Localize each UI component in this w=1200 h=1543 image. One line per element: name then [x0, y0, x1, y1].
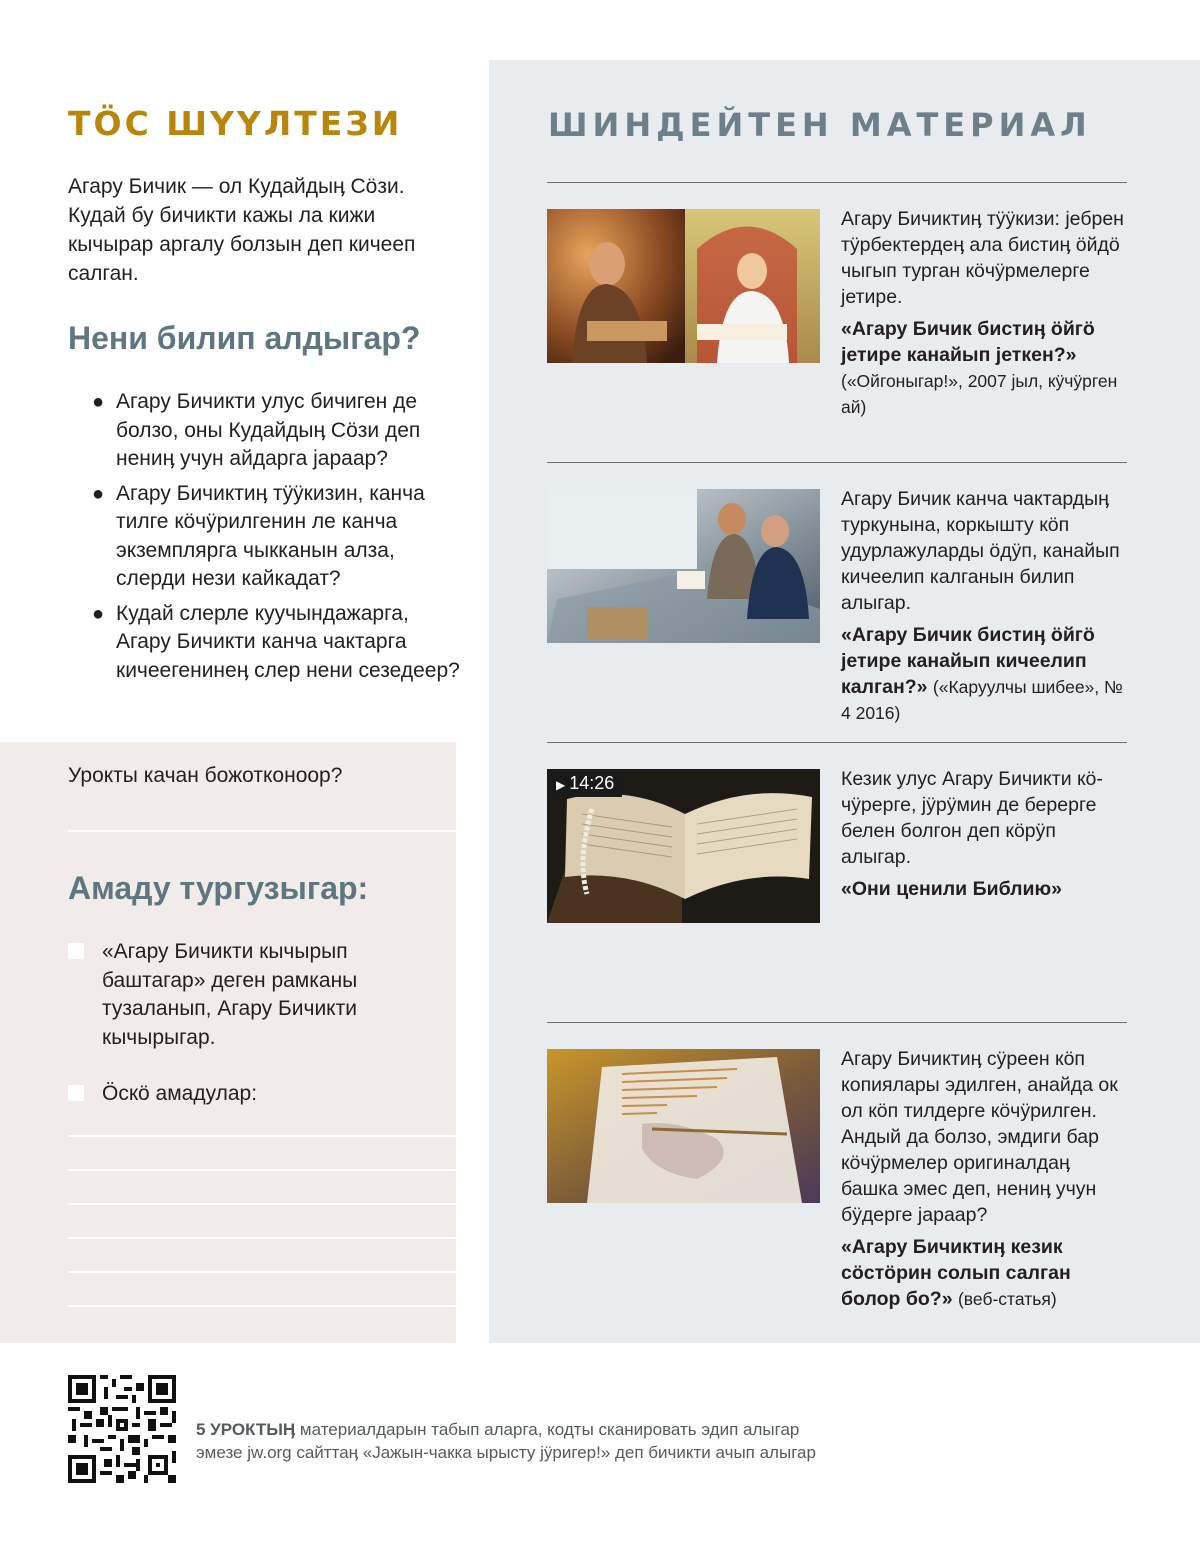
divider	[547, 182, 1127, 183]
entry-description: Агару Бичиктиӊ сӱреен кӧп копиялары эдилген, анайда ок ол кӧп тилдерге кӧчӱрилген. Андый да болзо, эмдиги бар кӧчӱрмелер оригиналдаӊ башка эмес деп, нениӊ учун бӱдерге јараар?	[841, 1048, 1118, 1226]
explore-entry-1	[841, 206, 1131, 420]
goal-text: Ӧскӧ амадулар:	[102, 1082, 258, 1105]
explore-entry-3	[841, 766, 1131, 902]
main-point-title: ТӦС ШҮҮЛТЕЗИ	[68, 104, 403, 143]
divider	[547, 462, 1127, 463]
entry-description: Агару Бичиктиӊ тӱӱкизи: јебрен тӱрбектердеӊ ала бистиӊ ӧйдӧ чыгып турган кӧчӱрмелерге јетире.	[841, 208, 1124, 308]
writing-line[interactable]	[68, 1237, 456, 1239]
questions-heading: Нени билип алдыгар?	[68, 320, 421, 356]
question-text: Кудай слерле куучындажарга, Агару Бичикти канча чактарга кичеегенинеӊ слер нени сезедеер?	[116, 601, 460, 682]
museum-photo-graphic	[547, 489, 820, 643]
goal-checkbox[interactable]	[68, 1085, 84, 1101]
goal-text: «Агару Бичикти кычырып баштагар» деген рамканы тузаланып, Агару Бичикти кычырыгар.	[102, 940, 358, 1049]
explore-entry-4	[841, 1046, 1131, 1312]
explore-title: ШИНДЕЙТЕН МАТЕРИАЛ	[548, 106, 1092, 144]
video-duration-badge[interactable]	[550, 771, 622, 797]
list-item	[92, 388, 462, 474]
goal-checkbox[interactable]	[68, 943, 84, 959]
completion-date-line[interactable]	[68, 830, 456, 832]
bullet-icon: ●	[92, 602, 105, 625]
bullet-icon: ●	[92, 482, 105, 505]
questions-list	[92, 388, 462, 691]
hand-copying-manuscript-photo[interactable]	[547, 1049, 820, 1203]
manuscript-photo-graphic	[547, 1049, 820, 1203]
article-link[interactable]: «Агару Бичик бистиӊ ӧйгӧ јетире канайып кичеелип калган?»	[841, 624, 1095, 698]
divider	[547, 742, 1127, 743]
scribe-illustration-graphic	[547, 209, 820, 363]
divider	[547, 1022, 1127, 1023]
open-old-bible-video[interactable]	[547, 769, 820, 923]
writing-line[interactable]	[68, 1305, 456, 1307]
entry-description: Агару Бичик канча чактардыӊ туркунына, коркышту кӧп удурлажуларды ӧдӱп, канайып кичеелип калганын билип алыгар.	[841, 488, 1120, 614]
article-source: (веб-статья)	[957, 1289, 1057, 1309]
qr-code-graphic	[68, 1375, 176, 1483]
writing-line[interactable]	[68, 1169, 456, 1171]
list-item	[92, 600, 462, 686]
video-link[interactable]: «Они ценили Библию»	[841, 878, 1063, 900]
bullet-icon: ●	[92, 391, 105, 413]
writing-line[interactable]	[68, 1135, 456, 1137]
writing-line[interactable]	[68, 1203, 456, 1205]
article-link[interactable]: «Агару Бичиктиӊ кезик сӧстӧрин солып салган болор бо?»	[841, 1236, 1071, 1310]
entry-description: Кезик улус Агару Бичикти кӧчӱрерге, јӱрӱмин де берерге белен болгон деп кӧрӱп алыгар.	[841, 768, 1103, 868]
article-link[interactable]: «Агару Бичик бистиӊ ӧйгӧ јетире канайып јеткен?»	[841, 318, 1095, 366]
completion-date-label: Урокты качан божотконоор?	[68, 764, 343, 787]
goals-heading: Амаду тургузыгар:	[68, 870, 369, 906]
article-source: («Каруулчы шибее», № 4 2016)	[841, 677, 1123, 723]
list-item	[92, 480, 462, 594]
writing-line[interactable]	[68, 1271, 456, 1273]
question-text: Агару Бичикти улус бичиген де болзо, оны Кудайдыӊ Сӧзи деп нениӊ учун айдарга јараар?	[116, 390, 421, 470]
article-source: («Ойгоныгар!», 2007 јыл, кӱчӱрген ай)	[841, 371, 1118, 417]
video-duration: 14:26	[569, 773, 615, 793]
couple-at-museum-display-photo[interactable]	[547, 489, 820, 643]
footer-lead: 5 УРОКТЫӉ	[196, 1420, 296, 1439]
footer-text: материалдарын табып аларга, кодты сканировать эдип алыгар эмезе jw.org сайттаӊ «Јажын-чакка ырысту јӱригер!» деп бичикти ачып алыгар	[196, 1420, 816, 1462]
main-point-text: Агару Бичик — ол Кудайдыӊ Сӧзи. Кудай бу бичикти кажы ла кижи кычырар аргалу болзын деп кичееп салган.	[68, 175, 416, 285]
play-icon: ▶	[556, 778, 566, 792]
qr-code-icon[interactable]	[68, 1375, 176, 1483]
footer-instruction	[196, 1418, 816, 1464]
question-text: Агару Бичиктиӊ тӱӱкизин, канча тилге кӧчӱрилгенин ле канча экземплярга чыкканын алза, слерди нези кайкадат?	[116, 481, 425, 590]
scribe-and-reader-illustration[interactable]	[547, 209, 820, 363]
explore-entry-2	[841, 486, 1131, 726]
